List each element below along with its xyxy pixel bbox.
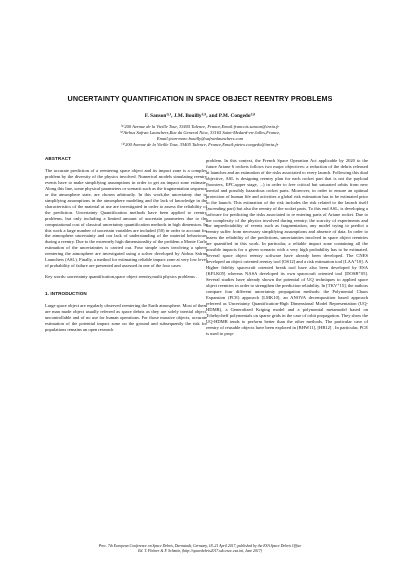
author-list: F. Sanson⁽¹⁾, J.M. Bouilly⁽²⁾, and P.M. Congedo⁽³⁾ bbox=[144, 113, 256, 119]
affiliation-2: ⁽²⁾Airbus Safran Launchers,Rue du General Niox, 33165 Saint-Medard-en-Jalles,France, bbox=[119, 130, 281, 136]
introduction-text-right: problem. In this context, the French Space Operation Act applicable by 2020 to the future Ariane 6 rockets follows two major objectives: a reduction of the debris released at launches and an estimation of the risks associated to every launch. Following this dual objective, ASL is designing reentry plan for each rocket part that is not the payload (boosters, EPC,upper stage, ...) in order to free critical but saturated orbits from new inertial and possibly hazardous rocket parts. Moreover, in order to ensure an optimal protection of human life and activities a global risk estimation has to be estimated prior to the launch. This estimation of the risk includes the risk related to the launch itself (ascending part) but also the reentry of the rocket parts. To this end ASL, is developing a software for predicting the risks associated to re entering parts of Ariane rocket. Due to the complexity of the physics involved during reentry, the scarcity of experiments and the unpredictability of events such as fragmentation, any model trying to predict a reentry suffer from necessary simplifying assumptions and absence of data. In order to assess the reliability of the predictions, uncertainties involved in space object reentries are quantified in this work. In particular, a reliable impact zone containing all the possible impacts for a given scenario with a very high probability has to be estimated. Several space object reentry software have already been developed. The CNES developed an object oriented reentry tool [OS12] and a risk estimation tool [LAA⁺10]. A Higher fidelity spacecraft oriented break tool have also been developed by ESA [KFLK05] whereas NASA developed its own spacecraft oriented tool [DOSB⁺05]. Several studies have already shown the potential of UQ techniques to applied space object reentries in order to strengthen the prediction reliability. In [TKV⁺15], the authors compare four different uncertainty propagation methods: the Polynomial Chaos Expansion (PCE) approach [LMK10], an ANOVA decomposition based approach refereed as Uncertainty Quantification-High Dimensional Model Representation (UQ-HDMR), a Generalized Kriging model and a polynomial metamodel based on Tchebycheff polynomials on sparse grids in the case of orbit propagation. They show the UQ-HDMR tends to perform better than the other methods. The particular case of reentry of reusable objects have been explored in [BHW11], [HB12] . In particular, PCE is used to prop- bbox=[206, 158, 369, 336]
paper-title: UNCERTAINTY QUANTIFICATION IN SPACE OBJECT REENTRY PROBLEMS bbox=[67, 94, 333, 103]
right-column bbox=[206, 158, 368, 342]
footer-proceedings: Proc. 7th European Conference on Space Debris, Darmstadt, Germany, 18–21 April 2017, published by the ESA Space Debris Office bbox=[98, 544, 302, 548]
introduction-text-left: Large space object are regularly observed reentering the Earth atmosphere. Most of them are man made object usually referred as space debris as they are solely inertial object, uncontrollable and of no use for human operations. For those massive objects, accurate estimation of the potential impact zone on the ground and subsequently the risk for populations remains an open research bbox=[45, 303, 207, 332]
left-column bbox=[45, 152, 207, 338]
affiliations bbox=[40, 124, 360, 148]
introduction-heading: 1. INTRODUCTION bbox=[45, 291, 87, 297]
affiliation-3: ⁽³⁾200 Avenue de la Vieille Tour, 33405 Talence, France,Email:pietro.congedo@inria.fr bbox=[121, 142, 279, 148]
page-footer bbox=[45, 544, 355, 554]
affiliation-2-email: Email:jean-marc.bouilly@safranlaunchers.com bbox=[156, 136, 244, 142]
keywords: Key words: uncertainty quantification,space object reentry,multi physics problems . bbox=[45, 274, 198, 280]
abstract-text: The accurate prediction of a reentering space object and its impact zone is a complex problem by the diversity of the physics involved. Numerical models simulating reentry events have to make simplifying assumptions in order to get an impact zone estimate. Along this line, some physical parameters or scenarii such as the fragmentation sequence or the atmosphere state, are chosen arbitrarily. In this work,the uncertainty due to simplifying assumptions in the atmosphere modeling and the lack of knowledge in the characteristics of the material at use are investigated in order to assess the reliability of the prediction. Uncertainty Quantification methods have been applied to reentry problems, but only including a limited amount of uncertain parameters due to the computational cost of classical uncertainty quantification methods in high dimension. In this work a large number of uncertain variables are included (50) in order to account for the atmosphere uncertainty and our lack of understanding of the material behaviours during a reentry. Due to the extremely high dimensionality of the problem a Monte Carlo estimation of the uncertainties is carried out. Four simple cases involving a sphere reentering the atmosphere are investigated using a solver developed by Airbus Safran Launchers (ASL). Finally, a method for estimating reliable impact zone at very low level of probability of failure are presented and assessed in one of the four cases bbox=[45, 168, 207, 269]
footer-editors: Ed. T. Flohrer & F. Schmitz, (http://spacedebris2017.sdo.esoc.esa.int, June 2017) bbox=[138, 549, 262, 553]
affiliation-1: ⁽¹⁾200 Avenue de la Vieille Tour, 33405 Talence, France,Email:francois.sanson@inria.fr bbox=[120, 124, 280, 129]
abstract-heading: ABSTRACT bbox=[45, 156, 72, 161]
